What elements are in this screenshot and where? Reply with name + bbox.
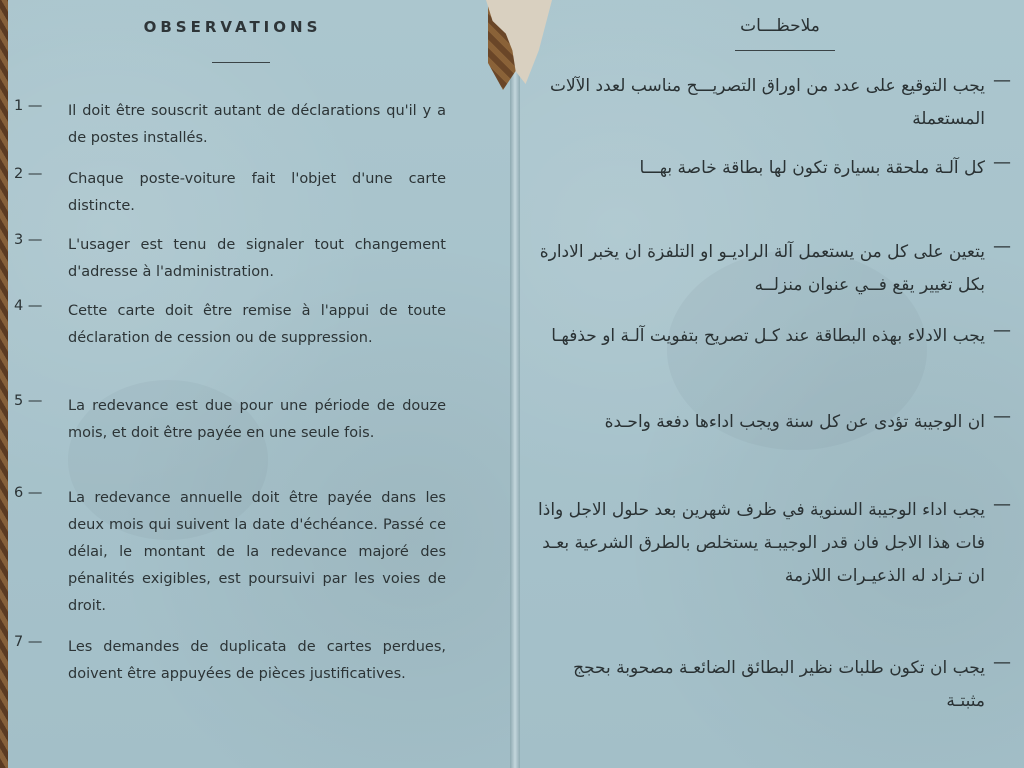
arabic-title-rule — [735, 50, 835, 51]
french-item-4 — [14, 298, 446, 382]
french-item-text: L'usager est tenu de signaler tout changement d'adresse à l'administration. — [68, 237, 446, 280]
card-fold — [510, 0, 520, 768]
french-item-2 — [14, 166, 446, 222]
french-item-number: 2 — — [14, 166, 43, 182]
arabic-item-text: يتعين على كل من يستعمل آلة الراديـو او التلفزة ان يخبر الادارة بكل تغيير يقع فــي عنوان منزلــه — [539, 242, 985, 295]
arabic-item-dash: — — [993, 236, 1011, 257]
french-item-text: La redevance annuelle doit être payée dans les deux mois qui suivent la date d'échéance. Passé ce délai, le montant de la redevance majoré des pénalités exigibles, est poursuivi par les voies de droit. — [68, 490, 446, 614]
french-item-7 — [14, 634, 446, 718]
arabic-item-4 — [535, 320, 1015, 390]
french-item-number: 5 — — [14, 393, 43, 409]
arabic-item-6 — [535, 494, 1015, 634]
arabic-item-dash: — — [993, 406, 1011, 427]
french-title-rule — [212, 62, 270, 63]
french-item-number: 7 — — [14, 634, 43, 650]
french-item-number: 4 — — [14, 298, 43, 314]
arabic-item-5 — [535, 406, 1015, 476]
arabic-item-dash: — — [993, 652, 1011, 673]
arabic-item-dash: — — [993, 494, 1011, 515]
arabic-item-text: يجب ان تكون طلبات نظير البطائق الضائعـة مصحوبة بحجج مثبتـة — [573, 658, 985, 711]
arabic-item-text: ان الوجيبة تؤدى عن كل سنة ويجب اداءها دفعة واحـدة — [604, 412, 985, 432]
arabic-item-3 — [535, 236, 1015, 306]
french-item-6 — [14, 485, 446, 625]
french-title: OBSERVATIONS — [143, 18, 322, 36]
french-item-5 — [14, 393, 446, 477]
arabic-item-text: كل آلـة ملحقة بسيارة تكون لها بطاقة خاصة بهـــا — [639, 158, 985, 178]
french-item-number: 1 — — [14, 98, 43, 114]
arabic-item-dash: — — [993, 320, 1011, 341]
arabic-item-text: يجب التوقيع على عدد من اوراق التصريـــح مناسب لعدد الآلات المستعملة — [550, 76, 985, 129]
french-item-text: Cette carte doit être remise à l'appui de toute déclaration de cession ou de suppression. — [68, 303, 446, 346]
arabic-item-text: يجب الادلاء بهذه البطاقة عند كـل تصريح بتفويت آلـة او حذفهـا — [551, 326, 985, 346]
arabic-item-2 — [535, 152, 1015, 222]
french-item-text: La redevance est due pour une période de douze mois, et doit être payée en une seule fois. — [68, 398, 446, 441]
arabic-item-text: يجب اداء الوجيبة السنوية في ظرف شهرين بعد حلول الاجل واذا فات هذا الاجل فان قدر الوجيبـة يستخلص بالطرق الشرعية بعـد ان تـزاد له الذعيـرات اللازمة — [538, 500, 985, 586]
arabic-item-1 — [535, 70, 1015, 140]
french-item-text: Chaque poste-voiture fait l'objet d'une carte distincte. — [68, 171, 446, 214]
french-item-number: 6 — — [14, 485, 43, 501]
arabic-item-dash: — — [993, 70, 1011, 91]
french-item-text: Les demandes de duplicata de cartes perdues, doivent être appuyées de pièces justificatives. — [68, 639, 446, 682]
french-item-1 — [14, 98, 446, 154]
arabic-item-7 — [535, 652, 1015, 722]
french-item-text: Il doit être souscrit autant de déclarations qu'il y a de postes installés. — [68, 103, 446, 146]
french-item-number: 3 — — [14, 232, 43, 248]
french-item-3 — [14, 232, 446, 288]
arabic-item-dash: — — [993, 152, 1011, 173]
arabic-title: ملاحظـــات — [740, 16, 820, 36]
